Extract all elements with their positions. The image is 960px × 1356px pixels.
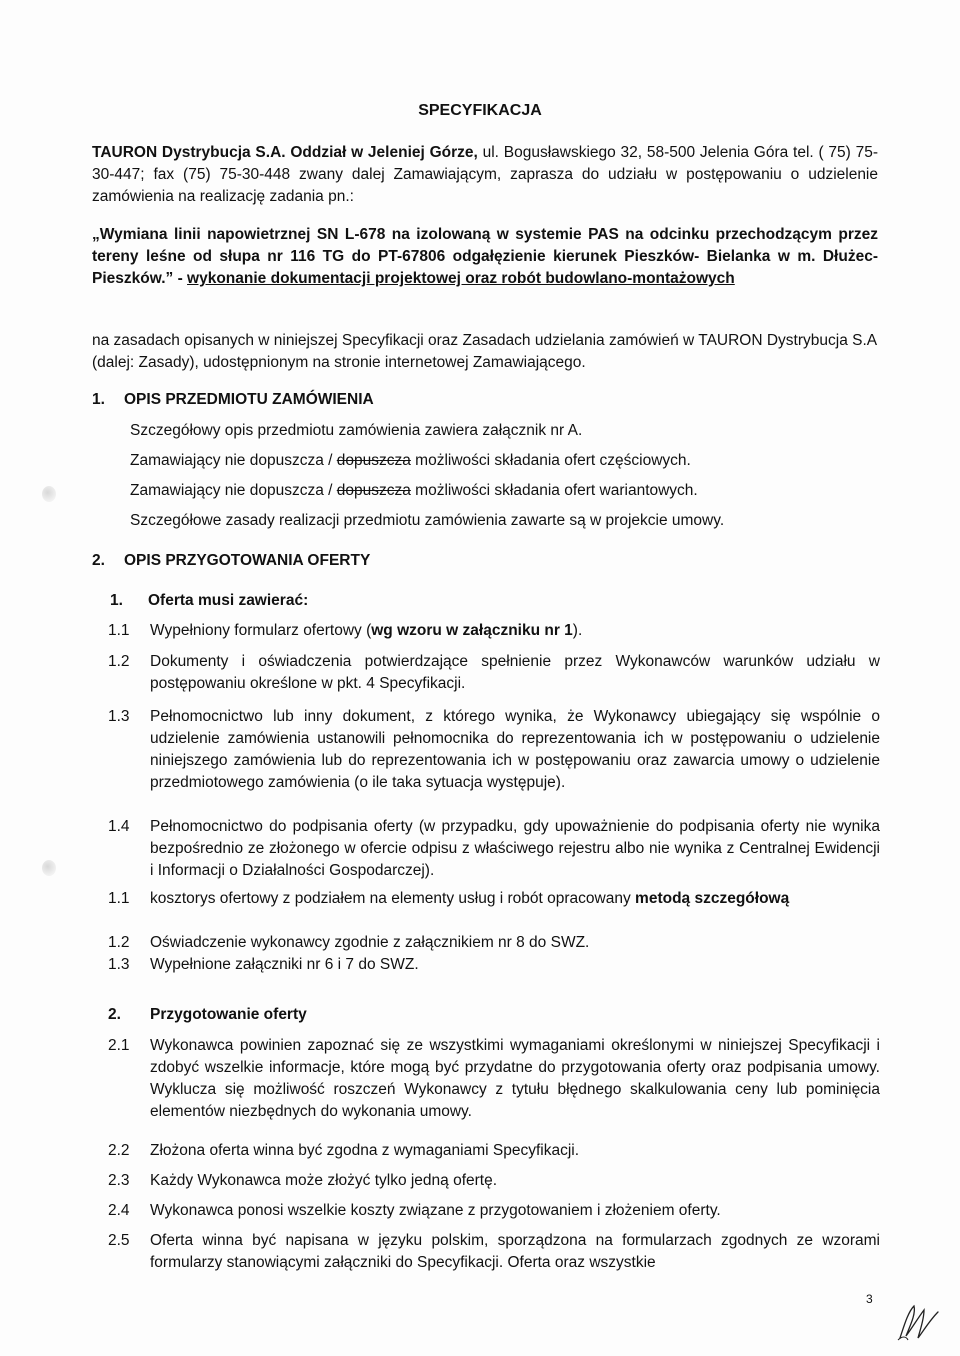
list-item: 2.4 Wykonawca ponosi wszelkie koszty związane z przygotowaniem i złożeniem oferty.: [108, 1202, 721, 1219]
struck-text: dopuszcza: [336, 482, 411, 499]
struck-text: dopuszcza: [336, 452, 411, 469]
subject-title: „Wymiana linii napowietrznej SN L-678 na izolowaną w systemie PAS na odcinku przechodzącym przez tereny leśne od słupa nr 116 TG do PT-67806 odgałęzienie kierunek Pieszków- Bielanka w m. Dłużec- Pieszków.”: [92, 226, 878, 287]
section-1-paragraph: Zamawiający nie dopuszcza / dopuszcza możliwości składania ofert częściowych.: [130, 452, 691, 469]
punch-hole-mark: [42, 860, 56, 876]
subsection-heading: 1. Oferta musi zawierać:: [110, 592, 309, 609]
list-item: 1.3 Pełnomocnictwo lub inny dokument, z którego wynika, że Wykonawcy ubiegający się wspólnie o udzielenie zamówienia ustanowili pełnomocnika do reprezentowania ich w postępowaniu o udzielenie niniejszego zamówienia lub do reprezentowania ich w postępowaniu oraz zawarcia umowy o udzielenie przedmiotowego zamówienia (o ile taka sytuacja występuje).: [108, 708, 880, 791]
punch-hole-mark: [42, 486, 56, 502]
basis-paragraph: na zasadach opisanych w niniejszej Specyfikacji oraz Zasadach udzielania zamówień w TAURON Dystrybucja S.A (dalej: Zasady), udostępnionym na stronie internetowej Zamawiającego.: [92, 332, 877, 371]
contract-subject: „Wymiana linii napowietrznej SN L-678 na izolowaną w systemie PAS na odcinku przechodzącym przez tereny leśne od słupa nr 116 TG do PT-67806 odgałęzienie kierunek Pieszków- Bielanka w m. Dłużec- Pieszków.” - wykonanie dokumentacji projektowej oraz robót budowlano-montażowych: [92, 226, 878, 287]
list-item: 1.2 Dokumenty i oświadczenia potwierdzające spełnienie przez Wykonawców warunków udziału w postępowaniu określone w pkt. 4 Specyfikacji.: [108, 653, 880, 692]
document-title: SPECYFIKACJA: [418, 102, 542, 119]
signature-mark: [894, 1300, 944, 1344]
section-1-heading: 1. OPIS PRZEDMIOTU ZAMÓWIENIA: [92, 391, 374, 408]
list-item: 2.5 Oferta winna być napisana w języku polskim, sporządzona na formularzach zgodnych ze wzorami formularzy stanowiącymi załączniki do Specyfikacji. Oferta oraz wszystkie: [108, 1232, 880, 1271]
list-item: 2.2 Złożona oferta winna być zgodna z wymaganiami Specyfikacji.: [108, 1142, 580, 1159]
subsection-heading: 2. Przygotowanie oferty: [108, 1006, 307, 1023]
list-item: 1.4 Pełnomocnictwo do podpisania oferty (w przypadku, gdy upoważnienie do podpisania oferty nie wynika bezpośrednio ze złożonego w ofercie odpisu z właściwego rejestru albo nie wynika z Centralnej Ewidencji i Informacji o Działalności Gospodarczej).: [108, 818, 880, 879]
section-1-paragraph: Zamawiający nie dopuszcza / dopuszcza możliwości składania ofert wariantowych.: [130, 482, 698, 499]
list-item: 1.1 kosztorys ofertowy z podziałem na elementy usług i robót opracowany metodą szczegółową: [108, 890, 790, 907]
intro-paragraph: [92, 142, 878, 208]
section-1-paragraph: Szczegółowe zasady realizacji przedmiotu zamówienia zawarte są w projekcie umowy.: [130, 512, 725, 529]
intro-text: ul. Bogusławskiego 32, 58-500 Jelenia Góra tel. ( 75) 75-30-447; fax (75) 75-30-448 zwany dalej Zamawiającym, zaprasza do udziału w postępowaniu o udzielenie zamówienia na realizację zadania pn.:: [92, 144, 879, 205]
list-item: 2.1 Wykonawca powinien zapoznać się ze wszystkimi wymaganiami określonymi w niniejszej Specyfikacji i zdobyć wszelkie informacje, które mogą być przydatne do przygotowania oferty oraz podpisania umowy. Wyklucza się możliwość roszczeń Wykonawcy z tytułu błędnego skalkulowania ceny lub pominięcia elementów niezbędnych do wykonania umowy.: [108, 1037, 880, 1120]
list-item: 1.3 Wypełnione załączniki nr 6 i 7 do SWZ.: [108, 956, 419, 973]
page-number: 3: [866, 1292, 873, 1306]
subject-scope: wykonanie dokumentacji projektowej oraz robót budowlano-montażowych: [187, 270, 735, 287]
list-item: 2.3 Każdy Wykonawca może złożyć tylko jedną ofertę.: [108, 1172, 498, 1189]
section-1-paragraph: Szczegółowy opis przedmiotu zamówienia zawiera załącznik nr A.: [130, 422, 583, 439]
section-2-heading: 2. OPIS PRZYGOTOWANIA OFERTY: [92, 552, 371, 569]
company-name: TAURON Dystrybucja S.A. Oddział w Jeleniej Górze,: [92, 144, 478, 161]
list-item: 1.2 Oświadczenie wykonawcy zgodnie z załącznikiem nr 8 do SWZ.: [108, 934, 590, 951]
list-item: 1.1 Wypełniony formularz ofertowy (wg wzoru w załączniku nr 1).: [108, 622, 583, 639]
